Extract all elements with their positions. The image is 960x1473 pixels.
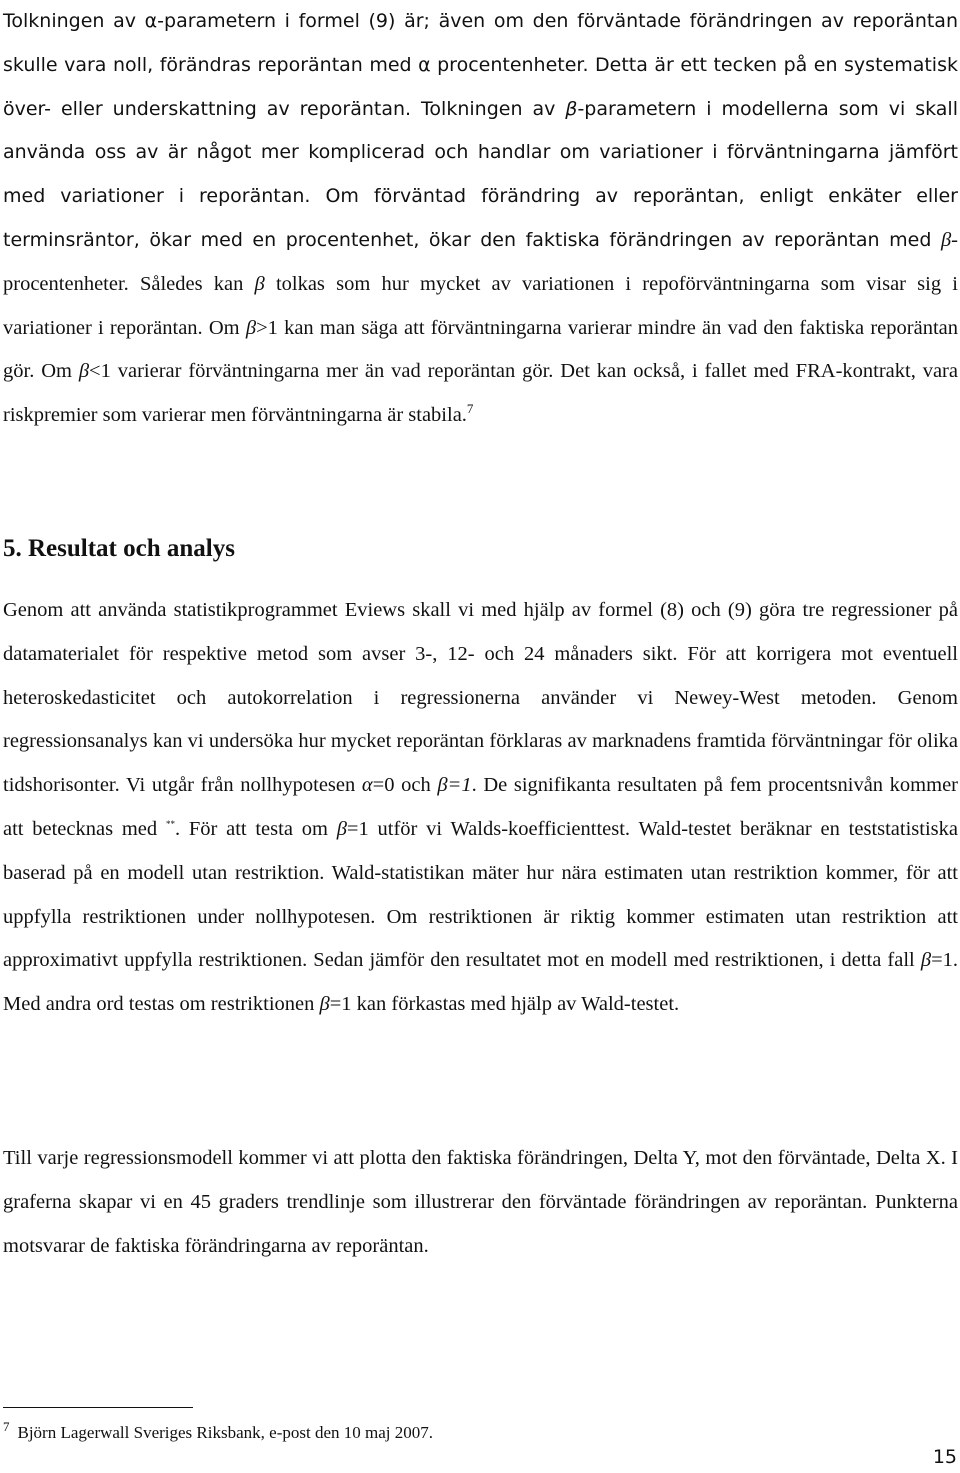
beta-symbol: β xyxy=(336,817,347,840)
paragraph2-sentence: . De signifikanta resultaten på fem procentsnivån kommer att betecknas med xyxy=(3,774,958,840)
paragraph1-sentence: tolkas som hur mycket av variationen i repoförväntningarna som visar sig i variationer i reporäntan. Om xyxy=(3,272,958,339)
significance-stars: ** xyxy=(165,819,175,830)
paragraph1-sentence: -procentenheter. Således kan xyxy=(3,228,958,295)
footnote xyxy=(3,1421,433,1445)
paragraph-method xyxy=(3,589,958,1027)
beta-symbol: β xyxy=(78,360,90,383)
footnote-mark: 7 xyxy=(3,1419,10,1435)
footnote-divider xyxy=(3,1407,193,1408)
footnote-text: Björn Lagerwall Sveriges Riksbank, e-post den 10 maj 2007. xyxy=(17,1423,433,1442)
paragraph1-sentence: <1 varierar förväntningarna mer än vad reporäntan gör. Det kan också, i fallet med FRA-kontrakt, vara riskpremier som varierar men förväntningarna är stabila. xyxy=(3,360,958,427)
paragraph2-sentence: Genom att använda statistikprogrammet Eviews skall vi med hjälp av formel (8) och (9) göra tre regressioner på datamaterialet för respektive metod som avser 3-, 12- och 24 månaders sikt. För att korrigera mot eventuell heteroskedasticitet och autokorrelation i regressionerna använder vi Newey-West metoden. Genom regressionsanalys kan vi undersöka hur mycket reporäntan förklaras av marknadens framtida förväntningar för olika tidshorisonter. Vi utgår från nollhypotesen xyxy=(3,599,958,797)
paragraph1-sentence: >1 kan man säga att förväntningarna varierar mindre än vad den faktiska reporäntan gör. Om xyxy=(3,316,958,383)
paragraph-parameter-interpretation xyxy=(3,0,958,438)
footnote-reference: 7 xyxy=(466,401,474,417)
paragraph2-sentence: . För att testa om xyxy=(174,817,337,840)
beta-symbol: β xyxy=(920,949,932,972)
beta-symbol: β xyxy=(245,316,257,339)
beta-symbol: β xyxy=(565,97,578,120)
paragraph2-sentence: =0 och xyxy=(372,774,438,797)
paragraph2-sentence: =1 utför vi Walds-koefficienttest. Wald-testet beräknar en teststatistiska baserad på en modell utan restriktion. Wald-statistikan mäter hur nära estimaten utan restriktion kommer, för att uppfylla restriktionen under nollhypotesen. Om restriktionen är riktig kommer estimaten utan restriktion att approximativt uppfylla restriktionen. Sedan jämför den resultatet mot en modell med restriktionen, i detta fall xyxy=(3,817,958,972)
alpha-symbol: α xyxy=(361,774,373,797)
beta-equation: β=1 xyxy=(437,774,472,797)
beta-symbol: β xyxy=(940,228,952,251)
section-heading: 5. Resultat och analys xyxy=(3,535,235,562)
paragraph-plots: Till varje regressionsmodell kommer vi att plotta den faktiska förändringen, Delta Y, mot den förväntade, Delta X. I graferna skapar vi en 45 graders trendlinje som illustrerar den förväntade förändringen av reporäntan. Punkterna motsvarar de faktiska förändringarna av reporäntan. xyxy=(3,1147,958,1257)
paragraph2-sentence: =1. Med andra ord testas om restriktionen xyxy=(3,949,958,1016)
paragraph1-sentence: -parametern i modellerna som vi skall använda oss av är något mer komplicerad och handlar om variationer i förväntningarna jämfört med variationer i reporäntan. xyxy=(3,97,958,208)
paragraph2-sentence: =1 kan förkastas med hjälp av Wald-testet. xyxy=(329,993,680,1016)
page-number: 15 xyxy=(932,1446,957,1468)
beta-symbol: β xyxy=(319,993,330,1016)
beta-symbol: β xyxy=(254,272,265,295)
paragraph1-sentence: Tolkningen av α-parametern i formel (9) är; även om den förväntade förändringen av reporäntan skulle vara noll, förändras reporäntan med α procentenheter. Detta är ett tecken på en systematisk över- eller underskattning av reporäntan. Tolkningen av xyxy=(3,10,958,120)
paragraph1-sentence: Om förväntad förändring av reporäntan, enligt enkäter eller terminsräntor, ökar med en procentenhet, ökar den faktiska förändringen av reporäntan med xyxy=(3,185,958,251)
